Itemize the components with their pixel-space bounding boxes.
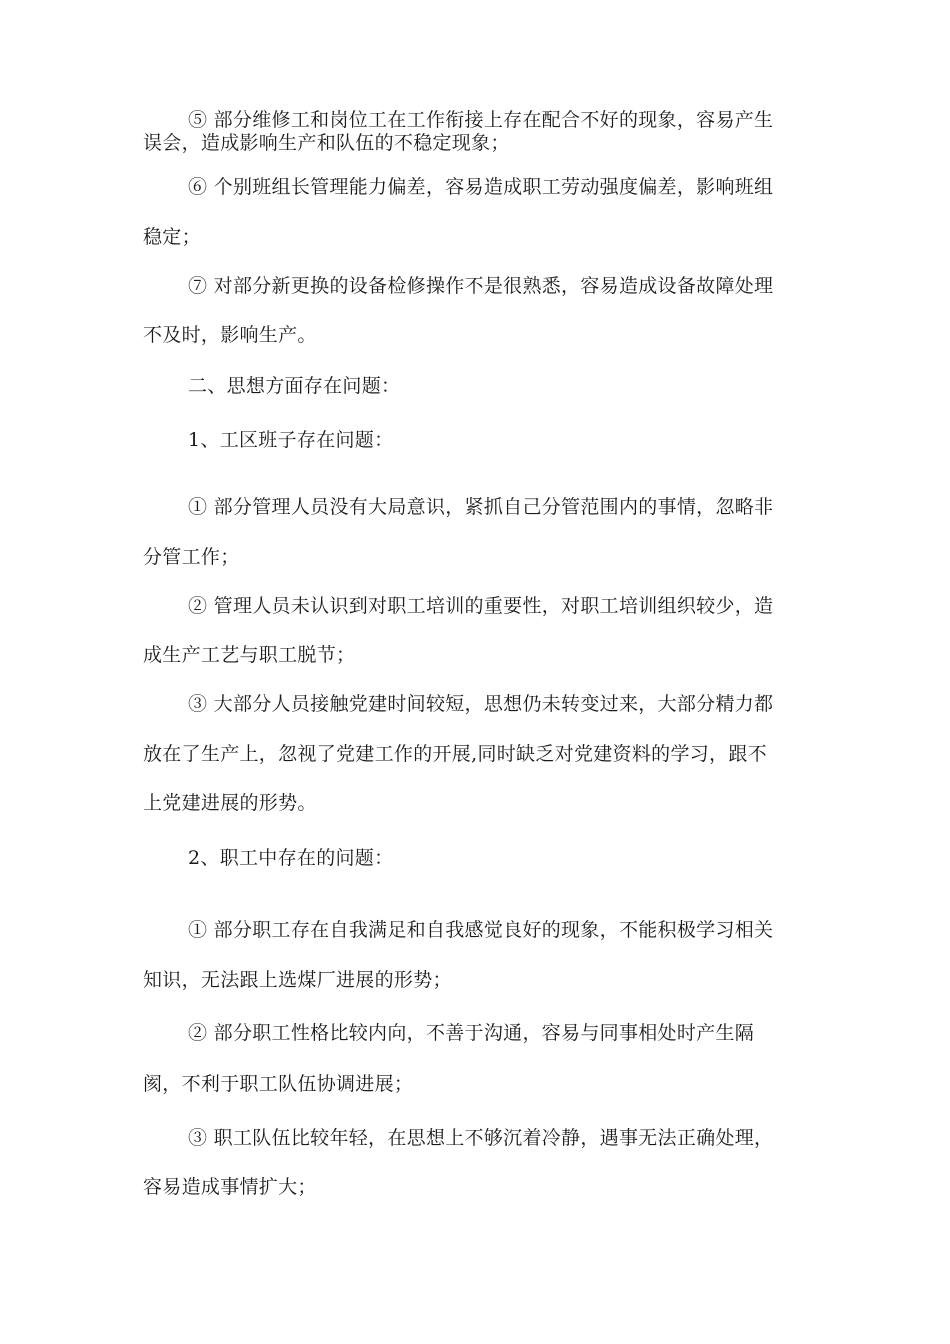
paragraph-line: ⑦ 对部分新更换的设备检修操作不是很熟悉，容易造成设备故障处理 <box>188 275 774 297</box>
subsection-heading: 1、工区班子存在问题： <box>188 429 394 451</box>
paragraph-line: ③ 大部分人员接触党建时间较短，思想仍未转变过来，大部分精力都 <box>188 693 774 715</box>
paragraph-line: 不及时，影响生产。 <box>143 324 317 346</box>
subsection-heading: 2、职工中存在的问题： <box>188 847 394 869</box>
section-heading: 二、思想方面存在问题： <box>188 375 401 397</box>
paragraph-line: 容易造成事情扩大； <box>143 1176 317 1198</box>
paragraph-line: 误会，造成影响生产和队伍的不稳定现象； <box>143 132 510 154</box>
paragraph-line: ① 部分职工存在自我满足和自我感觉良好的现象，不能积极学习相关 <box>188 919 774 941</box>
paragraph-line: 上党建进展的形势。 <box>143 792 317 814</box>
paragraph-line: 阂，不利于职工队伍协调进展； <box>143 1073 414 1095</box>
paragraph-line: 分管工作； <box>143 546 240 568</box>
paragraph-line: ⑤ 部分维修工和岗位工在工作衔接上存在配合不好的现象，容易产生 <box>188 109 774 131</box>
paragraph-line: 放在了生产上，忽视了党建工作的开展,同时缺乏对党建资料的学习，跟不 <box>143 743 767 765</box>
paragraph-line: 知识，无法跟上选煤厂进展的形势； <box>143 969 452 991</box>
paragraph-line: ② 部分职工性格比较内向，不善于沟通，容易与同事相处时产生隔 <box>188 1022 755 1044</box>
paragraph-line: ⑥ 个别班组长管理能力偏差，容易造成职工劳动强度偏差，影响班组 <box>188 176 774 198</box>
paragraph-line: ② 管理人员未认识到对职工培训的重要性，对职工培训组织较少，造 <box>188 595 774 617</box>
paragraph-line: ① 部分管理人员没有大局意识，紧抓自己分管范围内的事情，忽略非 <box>188 496 774 518</box>
paragraph-line: ③ 职工队伍比较年轻，在思想上不够沉着冷静，遇事无法正确处理， <box>188 1127 774 1149</box>
paragraph-line: 稳定； <box>143 226 201 248</box>
paragraph-line: 成生产工艺与职工脱节； <box>143 644 356 666</box>
